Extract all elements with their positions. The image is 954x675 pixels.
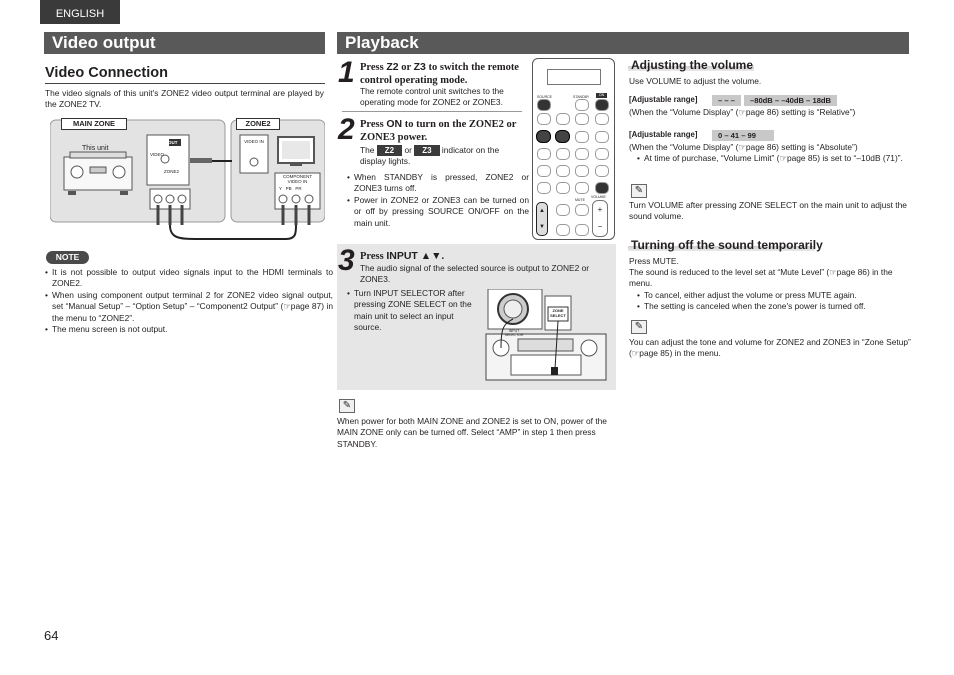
step-divider [342, 111, 522, 112]
zone2-small-label: ZONE2 [164, 169, 180, 174]
memo-icon: ✎ [339, 399, 355, 413]
range-1-note: (When the “Volume Display” (☞page 86) setting is “Relative”) [629, 107, 856, 117]
remote-source-label: SOURCE [537, 95, 552, 99]
step-3-desc: The audio signal of the selected source is output to ZONE2 or ZONE3. [360, 263, 590, 285]
tv-ypbpr-label: Y PB PR [279, 186, 302, 191]
step-3-title: Press INPUT ▲▼. [360, 250, 445, 262]
step-3-number: 3 [338, 244, 355, 277]
remote-mute-button [575, 204, 589, 216]
remote-button [537, 148, 551, 160]
memo-icon: ✎ [631, 184, 647, 198]
unit-front-illustration [483, 289, 611, 385]
range-2-bullet: • At time of purchase, “Volume Limit” (☞page 85) is set to “–10dB (71)”. [644, 153, 919, 164]
remote-button [575, 131, 589, 143]
remote-button [595, 113, 609, 125]
remote-button [537, 165, 551, 177]
video-label: VIDEO [150, 152, 165, 157]
remote-button [575, 224, 589, 236]
main-zone-label: MAIN ZONE [61, 118, 127, 130]
remote-standby-button [575, 99, 589, 111]
mute-press-text: Press MUTE. [629, 256, 679, 266]
range-pill-db: –80dB – –40dB – 18dB [744, 95, 837, 106]
zone-select-label: ZONE SELECT [550, 308, 566, 318]
out-badge: OUT [168, 140, 178, 145]
volume-memo-text: Turn VOLUME after pressing ZONE SELECT on the main unit to adjust the sound volume. [629, 200, 907, 222]
video-connection-text: The video signals of this unit's ZONE2 video output terminal are played by the ZONE2 TV. [45, 88, 324, 110]
page-number: 64 [44, 628, 59, 643]
connection-diagram [50, 117, 325, 240]
remote-button [575, 113, 589, 125]
range-label-2: [Adjustable range] [629, 130, 698, 139]
section-title-video-output: Video output [44, 32, 325, 54]
zone2-label: ZONE2 [236, 118, 280, 130]
remote-button [556, 165, 570, 177]
z2-key: Z2 [386, 61, 399, 73]
range-2-note: (When the “Volume Display” (☞page 86) setting is “Absolute”) [629, 142, 858, 152]
z3-indicator-badge: Z3 [414, 145, 439, 156]
remote-z2-button [536, 130, 551, 143]
video-connection-heading: Video Connection [45, 65, 168, 81]
heading-rule [45, 83, 325, 84]
z3-key: Z3 [413, 61, 426, 73]
note-badge: NOTE [46, 251, 89, 264]
mute-desc-text: The sound is reduced to the level set at “Mute Level” (☞page 86) in the menu. [629, 267, 893, 289]
note-item: • The menu screen is not output. [52, 324, 333, 335]
remote-button [556, 148, 570, 160]
zone-setup-memo-text: You can adjust the tone and volume for ZONE2 and ZONE3 in “Zone Setup” (☞page 85) in the menu. [629, 337, 911, 359]
step-2-number: 2 [338, 113, 355, 146]
step-2-title: Press ON to turn on the ZONE2 or ZONE3 power. [360, 118, 517, 143]
mute-heading: Turning off the sound temporarily [631, 238, 823, 252]
tv-component-label: COMPONENT VIDEO IN [282, 174, 313, 184]
step-2-desc: The Z2 or Z3 indicator on the display lights. [360, 145, 500, 167]
step-3-bullet: • Turn INPUT SELECTOR after pressing ZONE SELECT on the main unit to select an input source. [354, 288, 482, 334]
step-1-title: Press Z2 or Z3 to switch the remote control operating mode. [360, 61, 519, 86]
step-1-desc: The remote control unit switches to the operating mode for ZONE2 or ZONE3. [360, 86, 504, 108]
remote-mute-label: MUTE [575, 198, 585, 202]
memo-icon: ✎ [631, 320, 647, 334]
note-item: • It is not possible to output video signals input to the HDMI terminals to ZONE2. [52, 267, 333, 290]
remote-button [537, 182, 551, 194]
remote-button [556, 113, 570, 125]
remote-input-rocker: ▲ ▼ [536, 202, 548, 236]
mute-bullet: • To cancel, either adjust the volume or press MUTE again. [644, 290, 919, 301]
remote-source-button [537, 99, 551, 111]
section-title-playback: Playback [337, 32, 909, 54]
remote-display [547, 69, 601, 85]
remote-control-illustration [532, 58, 615, 240]
range-label-1: [Adjustable range] [629, 95, 698, 104]
input-key: INPUT ▲▼ [386, 250, 442, 262]
remote-button [556, 224, 570, 236]
remote-on-label: ON [596, 93, 607, 98]
remote-standby-label: STANDBY [573, 95, 590, 99]
step-1-number: 1 [338, 56, 355, 89]
range-2-bullets [636, 153, 919, 164]
step-2-bullets [346, 172, 529, 229]
step-2-bullet: • When STANDBY is pressed, ZONE2 or ZONE3 turns off. [354, 172, 529, 195]
this-unit-label: This unit [82, 145, 109, 152]
remote-button [575, 165, 589, 177]
z2-indicator-badge: Z2 [377, 145, 402, 156]
remote-button [556, 182, 570, 194]
playback-memo-text: When power for both MAIN ZONE and ZONE2 is set to ON, power of the MAIN ZONE only can be turned off. Select “AMP” in step 1 then press STANDBY. [337, 416, 607, 449]
language-tab: ENGLISH [40, 0, 120, 24]
adjusting-volume-heading: Adjusting the volume [631, 58, 754, 72]
range-pill-dashes: – – – [712, 95, 741, 106]
input-selector-label: INPUT SELECTOR [504, 329, 524, 337]
remote-volume-label: VOLUME [591, 195, 606, 199]
remote-volume-rocker: + − [592, 200, 608, 237]
remote-button [595, 148, 609, 160]
remote-button [575, 148, 589, 160]
remote-button [595, 131, 609, 143]
remote-button [556, 204, 570, 216]
remote-button [575, 182, 589, 194]
remote-button [595, 165, 609, 177]
tv-video-in-label: VIDEO IN [244, 139, 264, 144]
remote-z3-button [555, 130, 570, 143]
note-list [44, 267, 333, 335]
adjust-use-text: Use VOLUME to adjust the volume. [629, 76, 762, 86]
mute-bullet: • The setting is canceled when the zone's power is turned off. [644, 301, 919, 312]
remote-on-button [595, 99, 609, 111]
remote-button [537, 113, 551, 125]
note-item: • When using component output terminal 2 for ZONE2 video signal output, set “Manual Setup” – “Option Setup” – “Component2 Output” (☞page 87) in the menu to “ZONE2”. [52, 290, 333, 324]
on-key: ON [386, 118, 403, 130]
remote-button [595, 182, 609, 194]
mute-bullets [636, 290, 919, 313]
range-pill-absolute: 0 – 41 – 99 [712, 130, 774, 141]
step-2-bullet: • Power in ZONE2 or ZONE3 can be turned on or off by pressing SOURCE ON/OFF on the main unit. [354, 195, 529, 229]
step-3-bullets [346, 288, 482, 334]
